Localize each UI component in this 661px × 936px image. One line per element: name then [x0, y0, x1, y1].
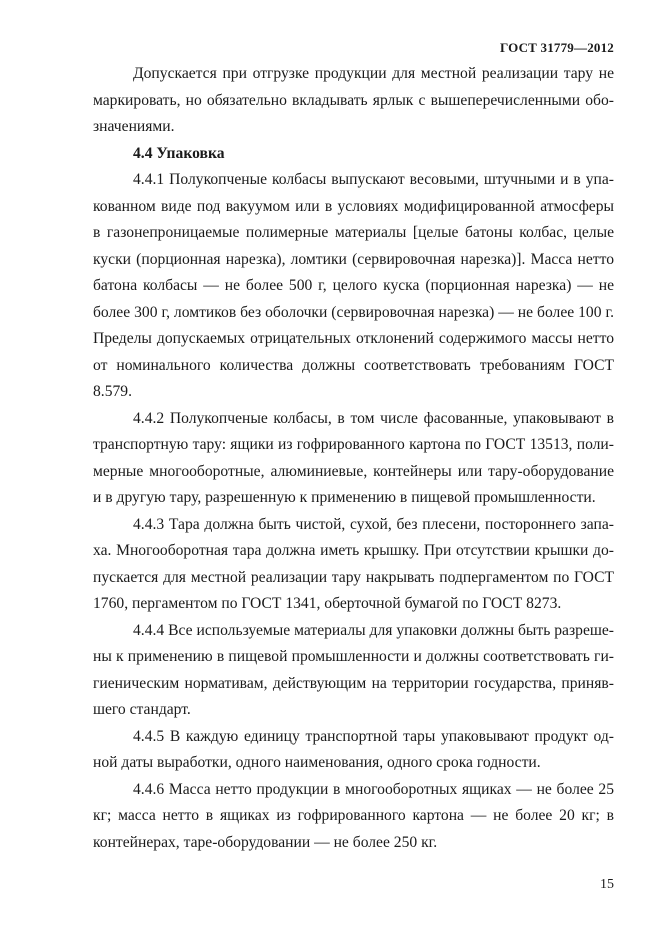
page-content: [93, 61, 614, 856]
paragraph-4-4-1: 4.4.1 Полукопченые колбасы выпускают весовыми, штучными и в упакованном виде под вакуумом или в условиях модифицированной атмосферы в газонепроницаемые полимерные материалы [целые батоны колбас, целые куски (порционная нарезка), ломтики (сервировочная нарезка)]. Масса нетто батона колбасы — не более 500 г, целого куска (порционная нарезка) — не более 300 г, ломтиков без оболочки (сервировочная нарезка) — не более 100 г. Пределы допускаемых отрицательных отклонений содержимого массы нетто от номинального количества должны соответствовать требованиям ГОСТ 8.579.: [93, 171, 614, 400]
paragraph-4-4-3: 4.4.3 Тара должна быть чистой, сухой, без плесени, постороннего запаха. Многооборотная тара должна иметь крышку. При отсутствии крышки допускается для местной реализации тару накрывать подпергаментом по ГОСТ 1760, пергаментом по ГОСТ 1341, оберточной бумагой по ГОСТ 8273.: [93, 515, 614, 612]
paragraph-4-4-6: 4.4.6 Масса нетто продукции в многооборотных ящиках — не более 25 кг; масса нетто в ящиках из гофрированного картона — не более 20 кг; в контейнерах, таре-оборудовании — не более 250 кг.: [93, 780, 614, 851]
paragraph-4-4-2: 4.4.2 Полукопченые колбасы, в том числе фасованные, упаковывают в транспортную тару: ящики из гофрированного картона по ГОСТ 13513, полимерные многооборотные, алюминиевые, контейнеры или тару-оборудование и в другую тару, разрешенную к применению в пищевой промышленности.: [93, 409, 614, 506]
page-number: 15: [600, 877, 614, 892]
section-title: 4.4 Упаковка: [133, 144, 225, 162]
standard-header: ГОСТ 31779—2012: [499, 40, 614, 55]
paragraph-4-4-5: 4.4.5 В каждую единицу транспортной тары упаковывают продукт одной даты выработки, одного наименования, одного срока годности.: [93, 727, 614, 771]
paragraph-4-4-4: 4.4.4 Все используемые материалы для упаковки должны быть разрешены к применению в пищевой промышленности и должны соответствовать гигиеническим нормативам, действующим на территории государства, принявшего стандарт.: [93, 621, 614, 718]
paragraph-intro: Допускается при отгрузке продукции для местной реализации тару не маркировать, но обязательно вкладывать ярлык с вышеперечисленными обозначениями.: [93, 65, 614, 135]
